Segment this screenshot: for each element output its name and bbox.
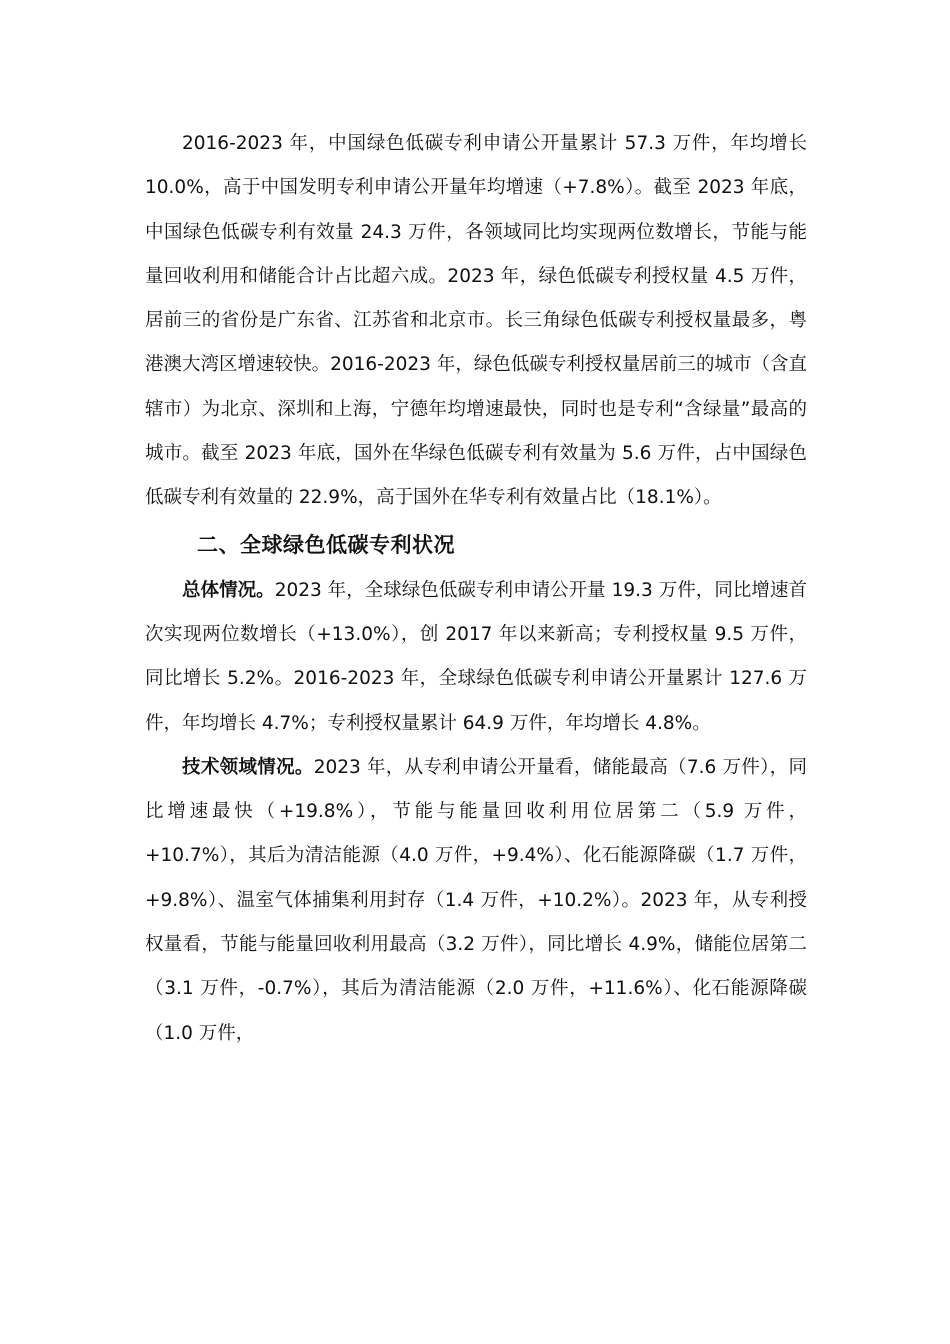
section-heading: 二、全球绿色低碳专利状况 xyxy=(197,532,455,557)
paragraph-lead: 技术领域情况。 xyxy=(182,756,314,778)
document-body xyxy=(145,122,807,1056)
paragraph-text: 2023 年，全球绿色低碳专利申请公开量 19.3 万件，同比增速首次实现两位数增长（+13.0%），创 2017 年以来新高；专利授权量 9.5 万件，同比增长 5.2%。2016-2023 年，全球绿色低碳专利申请公开量累计 127.6 万件，年均增长 4.7%；专利授权量累计 64.9 万件，年均增长 4.8%。 xyxy=(145,579,807,734)
china-summary-paragraph xyxy=(145,122,807,521)
overall-situation-paragraph xyxy=(145,569,807,746)
paragraph-lead: 总体情况。 xyxy=(182,579,275,601)
paragraph-text: 2016-2023 年，中国绿色低碳专利申请公开量累计 57.3 万件，年均增长 10.0%，高于中国发明专利申请公开量年均增速（+7.8%）。截至 2023 年底，中国绿色低碳专利有效量 24.3 万件，各领域同比均实现两位数增长，节能与能量回收利用和储能合计占比超六成。2023 年，绿色低碳专利授权量 4.5 万件，居前三的省份是广东省、江苏省和北京市。长三角绿色低碳专利授权量最多，粤港澳大湾区增速较快。2016-2023 年，绿色低碳专利授权量居前三的城市（含直辖市）为北京、深圳和上海，宁德年均增速最快，同时也是专利“含绿量”最高的城市。截至 2023 年底，国外在华绿色低碳专利有效量为 5.6 万件，占中国绿色低碳专利有效量的 22.9%，高于国外在华专利有效量占比（18.1%）。 xyxy=(145,133,807,509)
technology-field-paragraph xyxy=(145,746,807,1056)
paragraph-text: 2023 年，从专利申请公开量看，储能最高（7.6 万件），同比增速最快（+19.8%），节能与能量回收利用位居第二（5.9 万件，+10.7%），其后为清洁能源（4.0 万件，+9.4%）、化石能源降碳（1.7 万件，+9.8%）、温室气体捕集利用封存（1.4 万件，+10.2%）。2023 年，从专利授权量看，节能与能量回收利用最高（3.2 万件），同比增长 4.9%，储能位居第二（3.1 万件，-0.7%），其后为清洁能源（2.0 万件，+11.6%）、化石能源降碳（1.0 万件， xyxy=(145,756,807,1044)
